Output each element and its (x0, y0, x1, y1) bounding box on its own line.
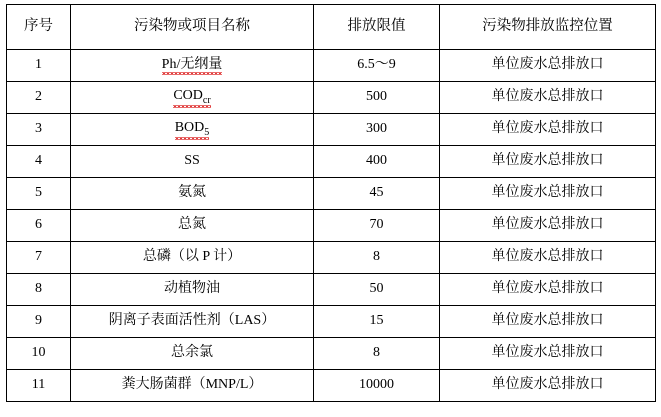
cell-monitoring-site: 单位废水总排放口 (440, 370, 656, 402)
pollutant-name-text: $BOD_5$ (174, 119, 210, 138)
cell-discharge-limit: 6.5～9 (314, 50, 440, 82)
cell-index: 2 (7, 82, 71, 114)
cell-index: 3 (7, 114, 71, 146)
cell-index: 1 (7, 50, 71, 82)
table-row (7, 178, 656, 210)
table-row (7, 114, 656, 146)
pollutant-name-subscript: 5 (204, 126, 210, 138)
cell-pollutant-name: 总余氯 (71, 338, 314, 370)
cell-pollutant-name: SS (71, 146, 314, 178)
cell-discharge-limit: 300 (314, 114, 440, 146)
cell-monitoring-site: 单位废水总排放口 (440, 114, 656, 146)
cell-pollutant-name: 总氮 (71, 210, 314, 242)
pollutant-discharge-table (6, 4, 656, 402)
cell-discharge-limit: 45 (314, 178, 440, 210)
column-header-index: 序号 (7, 5, 71, 50)
table-row (7, 306, 656, 338)
cell-monitoring-site: 单位废水总排放口 (440, 82, 656, 114)
column-header-name: 污染物或项目名称 (71, 5, 314, 50)
cell-monitoring-site: 单位废水总排放口 (440, 242, 656, 274)
cell-discharge-limit: 8 (314, 338, 440, 370)
cell-index: 4 (7, 146, 71, 178)
cell-index: 5 (7, 178, 71, 210)
table-row (7, 274, 656, 306)
cell-monitoring-site: 单位废水总排放口 (440, 274, 656, 306)
table-row (7, 210, 656, 242)
cell-monitoring-site: 单位废水总排放口 (440, 210, 656, 242)
cell-discharge-limit: 15 (314, 306, 440, 338)
cell-discharge-limit: 50 (314, 274, 440, 306)
cell-discharge-limit: 70 (314, 210, 440, 242)
cell-pollutant-name (71, 50, 314, 82)
cell-pollutant-name: 动植物油 (71, 274, 314, 306)
cell-pollutant-name (71, 82, 314, 114)
column-header-limit: 排放限值 (314, 5, 440, 50)
table-row (7, 50, 656, 82)
cell-index: 11 (7, 370, 71, 402)
cell-monitoring-site: 单位废水总排放口 (440, 306, 656, 338)
cell-index: 9 (7, 306, 71, 338)
cell-pollutant-name: 氨氮 (71, 178, 314, 210)
pollutant-name-text: Ph/无纲量 (162, 57, 223, 75)
pollutant-name-text: $COD_{cr}$ (173, 87, 211, 106)
cell-index: 8 (7, 274, 71, 306)
table-header-row (7, 5, 656, 50)
cell-monitoring-site: 单位废水总排放口 (440, 178, 656, 210)
pollutant-name-subscript: cr (202, 94, 211, 106)
table-header (7, 5, 656, 50)
cell-monitoring-site: 单位废水总排放口 (440, 146, 656, 178)
cell-monitoring-site: 单位废水总排放口 (440, 50, 656, 82)
cell-pollutant-name: 粪大肠菌群（MNP/L） (71, 370, 314, 402)
table-row (7, 82, 656, 114)
cell-discharge-limit: 400 (314, 146, 440, 178)
cell-index: 6 (7, 210, 71, 242)
cell-discharge-limit: 8 (314, 242, 440, 274)
column-header-site: 污染物排放监控位置 (440, 5, 656, 50)
table-row (7, 338, 656, 370)
cell-discharge-limit: 500 (314, 82, 440, 114)
cell-pollutant-name (71, 114, 314, 146)
table-row (7, 370, 656, 402)
cell-monitoring-site: 单位废水总排放口 (440, 338, 656, 370)
cell-index: 10 (7, 338, 71, 370)
cell-pollutant-name: 阴离子表面活性剂（LAS） (71, 306, 314, 338)
cell-index: 7 (7, 242, 71, 274)
cell-pollutant-name: 总磷（以 P 计） (71, 242, 314, 274)
table-body (7, 50, 656, 402)
table-row (7, 242, 656, 274)
table-row (7, 146, 656, 178)
cell-discharge-limit: 10000 (314, 370, 440, 402)
